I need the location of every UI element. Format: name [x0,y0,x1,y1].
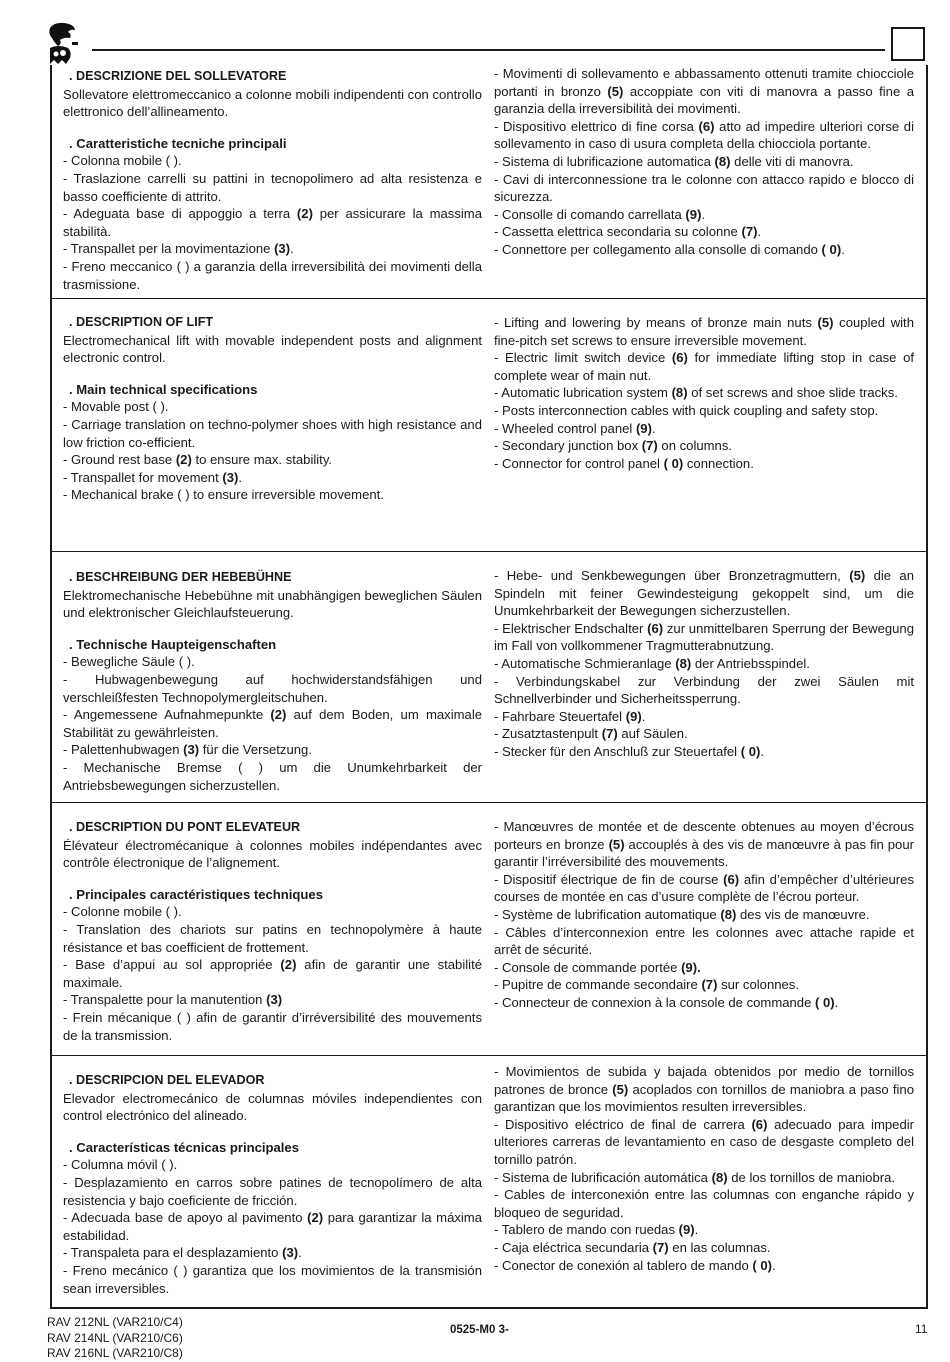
item-reference: (8) [671,385,688,401]
item-text: para garantizar la máxima estabilidad. [63,1210,482,1243]
spec-item [63,205,482,240]
item-reference: (2) [296,206,313,222]
spec-item [494,743,914,761]
spec-item [63,398,482,416]
spec-item [63,741,482,759]
spec-item [63,956,482,991]
item-reference: (9). [681,959,701,975]
item-text: on columns. [657,438,733,454]
item-text: - Dispositivo eléctrico de final de carrera [494,1116,752,1132]
item-reference: (8) [711,1169,728,1185]
section-en [52,299,926,552]
spec-item [63,921,482,956]
item-text: - Wheeled control panel [494,420,636,436]
item-text: accoppiate con viti di manovra a passo fine a garanzia della irreversibilità dei movimenti. [494,83,914,117]
spec-item [494,725,914,743]
spec-item [63,706,482,741]
item-text: - Colonne mobile ( ). [63,904,182,920]
item-text: für die Versetzung. [199,742,312,758]
item-text: - Palettenhubwagen [63,742,184,758]
spec-item [63,152,482,170]
item-text: - Pupitre de commande secondaire [494,977,702,993]
spec-item [63,469,482,487]
item-text: des vis de manœuvre. [736,906,870,922]
item-text: - Movable post ( ). [63,399,169,415]
spec-item [63,759,482,794]
page-number: 11 [915,1322,928,1336]
item-reference: (5) [849,568,866,583]
item-text: der Antriebsspindel. [691,655,810,671]
left-column [63,1072,482,1297]
spec-item [63,653,482,671]
item-text: delle viti di manovra. [730,153,854,169]
spec-item [63,1244,482,1262]
spec-item [494,65,914,118]
item-text: - Dispositivo elettrico di fine corsa [494,118,699,134]
spec-item [494,171,914,206]
item-text: - Transpallet for movement [63,469,223,485]
item-text: . [641,708,646,724]
item-text: - Movimenti di sollevamento e abbassamento ottenuti tramite chiocciole portanti in bronzo [494,66,914,99]
spec-item [494,673,914,708]
footer-model-line: RAV 216NL (VAR210/C8) [47,1346,183,1360]
section-subheading: . Características técnicas principales [69,1139,299,1155]
item-text: - Posts interconnection cables with quick coupling and safety stop. [494,402,879,418]
item-text: - Columna móvil ( ). [63,1157,178,1173]
item-text: for immediate lifting stop in case of complete wear of main nut. [494,350,914,383]
item-text: - Movimientos de subida y bajada obtenidos por medio de tornillos patrones de bronce [494,1064,914,1097]
spec-item [63,1156,482,1174]
item-reference: (2) [175,452,192,468]
item-text: - Freno meccanico ( ) a garanzia della irreversibilità dei movimenti della trasmissione. [63,258,482,292]
item-reference: (6) [698,118,715,134]
section-fr [52,803,926,1056]
item-text: - Electric limit switch device [494,350,672,366]
section-it [52,65,926,299]
spec-item [494,437,914,455]
section-heading: . DESCRIPTION OF LIFT [69,315,214,329]
item-text: - Manœuvres de montée et de descente obtenues au moyen d’écrous porteurs en bronze [494,819,914,852]
item-text: - Traslazione carrelli su pattini in tecnopolimero ad alta resistenza e basso coefficiente di attrito. [63,170,482,204]
item-text: . [290,241,294,257]
spec-item [494,871,914,906]
item-text: to ensure max. stability. [191,452,333,468]
item-reference: (2) [270,707,287,723]
spec-item [63,1174,482,1209]
item-reference: (7) [641,438,658,454]
spec-item [494,206,914,224]
item-text: - Lifting and lowering by means of bronze main nuts [494,315,818,330]
right-column [494,818,914,1012]
item-text: . [651,420,656,436]
item-reference: (3) [282,1245,299,1261]
item-text: per assicurare la massima stabilità. [63,206,482,239]
item-text: - Caja eléctrica secundaria [494,1239,653,1255]
item-text: - Automatic lubrication system [494,385,672,401]
item-text: - Tablero de mando con ruedas [494,1222,679,1238]
item-reference: (3) [266,992,283,1008]
item-text: . [238,469,243,485]
spec-item [494,708,914,726]
footer-model-line: RAV 214NL (VAR210/C6) [47,1330,183,1345]
section-heading: . DESCRIZIONE DEL SOLLEVATORE [69,69,287,83]
item-reference: (5) [608,836,625,852]
spec-item [63,903,482,921]
item-text: - Connettore per collegamento alla consolle di comando [494,241,822,257]
item-reference: ( 0) [752,1257,773,1273]
spec-item [494,1186,914,1221]
section-subheading: . Principales caractéristiques techniques [69,886,323,902]
item-reference: (5) [607,83,624,99]
item-text: - Fahrbare Steuertafel [494,708,626,724]
item-text: - Sistema de lubrificación automática [494,1169,712,1185]
item-text: . [701,206,706,222]
spec-item [494,153,914,171]
section-heading: . BESCHREIBUNG DER HEBEBÜHNE [69,570,292,584]
spec-item [494,1239,914,1257]
item-reference: (8) [675,655,692,671]
section-subheading: . Technische Haupteigenschaften [69,636,277,652]
item-reference: ( 0) [821,241,842,257]
item-text: connection. [683,455,754,471]
item-text: . [694,1222,699,1238]
item-text: atto ad impedire ulteriori corse di sollevamento in caso di usura completa della chiocciola portante. [494,118,914,152]
item-text: afin de garantir une stabilité maximale. [63,957,482,990]
spec-item [63,416,482,451]
spec-item [494,1169,914,1187]
spec-item [494,420,914,438]
item-text: - Adeguata base di appoggio a terra [63,206,297,222]
spec-item [494,567,914,620]
item-reference: (8) [720,906,737,922]
spec-item [494,455,914,473]
item-reference: (7) [701,977,718,993]
spec-item [63,240,482,258]
spec-item [63,1209,482,1244]
section-intro: Elektromechanische Hebebühne mit unabhängigen beweglichen Säulen und elektronischer Gleichlaufsteuerung. [63,587,482,621]
spec-item [63,486,482,504]
item-text: - Cavi di interconnessione tra le colonne con attacco rapido e blocco di sicurezza. [494,171,914,205]
section-subheading: . Caratteristiche tecniche principali [69,135,287,151]
spec-item [63,451,482,469]
item-reference: (6) [647,620,664,636]
item-text: - Consolle di comando carrellata [494,206,686,222]
item-reference: (7) [741,224,758,240]
item-text: . [772,1257,776,1273]
item-text: de los tornillos de maniobra. [727,1169,896,1185]
item-reference: (7) [652,1239,669,1255]
spec-item [494,349,914,384]
item-text: zur unmittelbaren Sperrung der Bewegung im Fall von vollkommener Tragmutterabnutzung. [494,620,914,654]
item-text: - Frein mécanique ( ) afin de garantir d’irréversibilité des mouvements de la transmission. [63,1009,482,1043]
item-text: - Transpallet per la movimentazione [63,241,275,257]
item-reference: ( 0) [740,743,761,759]
right-column [494,1063,914,1274]
item-reference: (9) [678,1222,695,1238]
item-text: . [834,994,839,1010]
spec-item [494,402,914,420]
item-text: - Système de lubrification automatique [494,906,721,922]
item-reference: (5) [612,1081,629,1097]
item-reference: ( 0) [663,455,684,471]
spec-item [494,1116,914,1169]
spec-item [494,314,914,349]
item-text: - Cables de interconexión entre las columnas con enganche rápido y bloqueo de seguridad. [494,1187,914,1220]
item-reference: (6) [671,350,688,366]
spec-item [494,959,914,977]
item-text: - Connector for control panel [494,455,664,471]
item-text: auf dem Boden, um maximale Stabilität zu gewährleisten. [63,707,483,740]
spec-item [494,241,914,259]
item-text: - Mechanical brake ( ) to ensure irreversible movement. [63,487,384,503]
item-text: - Secondary junction box [494,438,642,454]
section-intro: Electromechanical lift with movable independent posts and alignment electronic control. [63,332,482,366]
item-text: . [841,241,845,257]
item-text: afin d’empêcher d’ultérieures courses de montée en cas d’usure complète de l’écrou porteur. [494,871,914,905]
item-reference: (6) [751,1116,768,1132]
item-text: coupled with fine-pitch set screws to ensure irreversible movement. [494,315,914,348]
left-column [63,819,482,1044]
item-text: - Base d’appui au sol appropriée [63,957,281,973]
item-text: adecuado para impedir ulteriores carreras de levantamiento en caso de desgaste completo del tornillo patrón. [494,1116,914,1167]
spec-item [494,223,914,241]
item-text: - Sistema di lubrificazione automatica [494,153,715,169]
item-text: - Ground rest base [63,452,176,468]
spec-item [494,994,914,1012]
footer-code: 0525-M0 3- [450,1324,509,1336]
item-text: - Angemessene Aufnahmepunkte [63,707,271,723]
spec-item [494,1257,914,1275]
section-es [52,1056,926,1307]
spec-item [63,671,482,706]
item-text: - Elektrischer Endschalter [494,620,648,636]
item-text: - Carriage translation on techno-polymer shoes with high resistance and low friction co-efficient. [63,416,482,450]
content-frame [50,65,928,1309]
spec-item [494,906,914,924]
item-text: accouplés à des vis de manœuvre à pas fin pour garantir l’irréversibilité des mouvements. [494,836,914,870]
section-intro: Sollevatore elettromeccanico a colonne mobili indipendenti con controllo elettronico dell’allineamento. [63,86,482,120]
left-column [63,68,482,293]
section-heading: . DESCRIPTION DU PONT ELEVATEUR [69,820,301,834]
right-column [494,567,914,761]
item-text: - Verbindungskabel zur Verbindung der zwei Säulen mit Schnellverbinder und Sicherheitssperrung. [494,673,914,707]
item-reference: ( 0) [815,994,835,1010]
spec-item [494,924,914,959]
item-text: - Console de commande portée [494,959,682,975]
header-rule [92,49,885,51]
item-text: auf Säulen. [617,726,688,742]
item-text: - Colonna mobile ( ). [63,153,182,169]
item-text: - Translation des chariots sur patins en technopolymère à haute résistance et bas coefficient de frottement. [63,921,482,955]
section-intro: Élévateur électromécanique à colonnes mobiles indépendantes avec contrôle électronique de l’alignement. [63,837,482,871]
spec-item [63,258,482,293]
spec-item [63,170,482,205]
item-reference: (8) [714,153,731,169]
item-text: . [757,224,762,240]
item-text: - Dispositif électrique de fin de course [494,871,724,887]
spec-item [494,118,914,153]
left-column [63,314,482,504]
item-text: die an Spindeln mit feiner Gewindesteigung gekoppelt sind, um die Unumkehrbarkeit der Bewegungen sicherzustellen. [494,568,914,619]
mascot-logo-icon [44,20,84,66]
item-text: - Transpaleta para el desplazamiento [63,1245,283,1261]
item-text: - Freno mecánico ( ) garantiza que los movimientos de la transmisión sean irreversibles. [63,1262,482,1296]
item-text: - Hubwagenbewegung auf hochwiderstandsfähigen und verschleißfesten Technopolymergleitschuhen. [63,671,482,705]
left-column [63,569,482,794]
spec-item [494,976,914,994]
item-reference: (9) [625,708,642,724]
spec-item [494,1063,914,1116]
item-text: - Connecteur de connexion à la console de commande [494,994,815,1010]
item-text: of set screws and shoe slide tracks. [687,385,898,401]
spec-item [494,620,914,655]
item-reference: (3) [222,469,239,485]
item-text: - Mechanische Bremse ( ) um die Unumkehrbarkeit der Antriebsbewegungen sicherzustellen. [63,759,482,793]
item-reference: (2) [307,1210,324,1226]
spec-item [494,818,914,871]
section-de [52,552,926,803]
header-box [891,27,925,61]
item-text: sur colonnes. [717,977,799,993]
item-text: - Stecker für den Anschluß zur Steuertafel [494,743,741,759]
item-text: . [298,1245,302,1261]
item-text: - Hebe- und Senkbewegungen über Bronzetragmuttern, [494,568,850,583]
footer-model-line: RAV 212NL (VAR210/C4) [47,1315,183,1329]
item-text: . [760,743,764,759]
item-text: en las columnas. [668,1239,771,1255]
section-heading: . DESCRIPCION DEL ELEVADOR [69,1073,265,1087]
item-reference: (7) [601,726,618,742]
spec-item [494,655,914,673]
item-text: acoplados con tornillos de maniobra a paso fino garantizan que los movimientos resulten irreversibles. [494,1081,914,1115]
item-text: - Câbles d’interconnexion entre les colonnes avec attache rapide et arrêt de sécurité. [494,924,914,958]
footer-models [47,1315,183,1362]
spec-item [494,384,914,402]
item-text: - Bewegliche Säule ( ). [63,654,195,670]
item-reference: (6) [723,871,740,887]
item-reference: (9) [685,206,702,222]
item-text: - Cassetta elettrica secondaria su colonne [494,224,742,240]
item-reference: (2) [280,957,297,973]
section-intro: Elevador electromecánico de columnas móviles independientes con control electrónico del alineado. [63,1090,482,1124]
item-text: - Transpalette pour la manutention [63,992,267,1008]
item-text: - Zusatztastenpult [494,726,602,742]
spec-item [494,1221,914,1239]
item-text: - Adecuada base de apoyo al pavimento [63,1210,308,1226]
section-subheading: . Main technical specifications [69,381,258,397]
item-reference: (3) [183,742,200,758]
item-reference: (5) [817,315,834,330]
right-column [494,314,914,472]
item-text: - Automatische Schmieranlage [494,655,676,671]
item-reference: (3) [274,241,291,257]
item-text: - Conector de conexión al tablero de mando [494,1257,753,1273]
spec-item [63,1262,482,1297]
item-reference: (9) [635,420,652,436]
spec-item [63,991,482,1009]
item-text: - Desplazamiento en carros sobre patines de tecnopolímero de alta resistencia y bajo coeficiente de fricción. [63,1174,482,1208]
right-column [494,65,914,259]
spec-item [63,1009,482,1044]
